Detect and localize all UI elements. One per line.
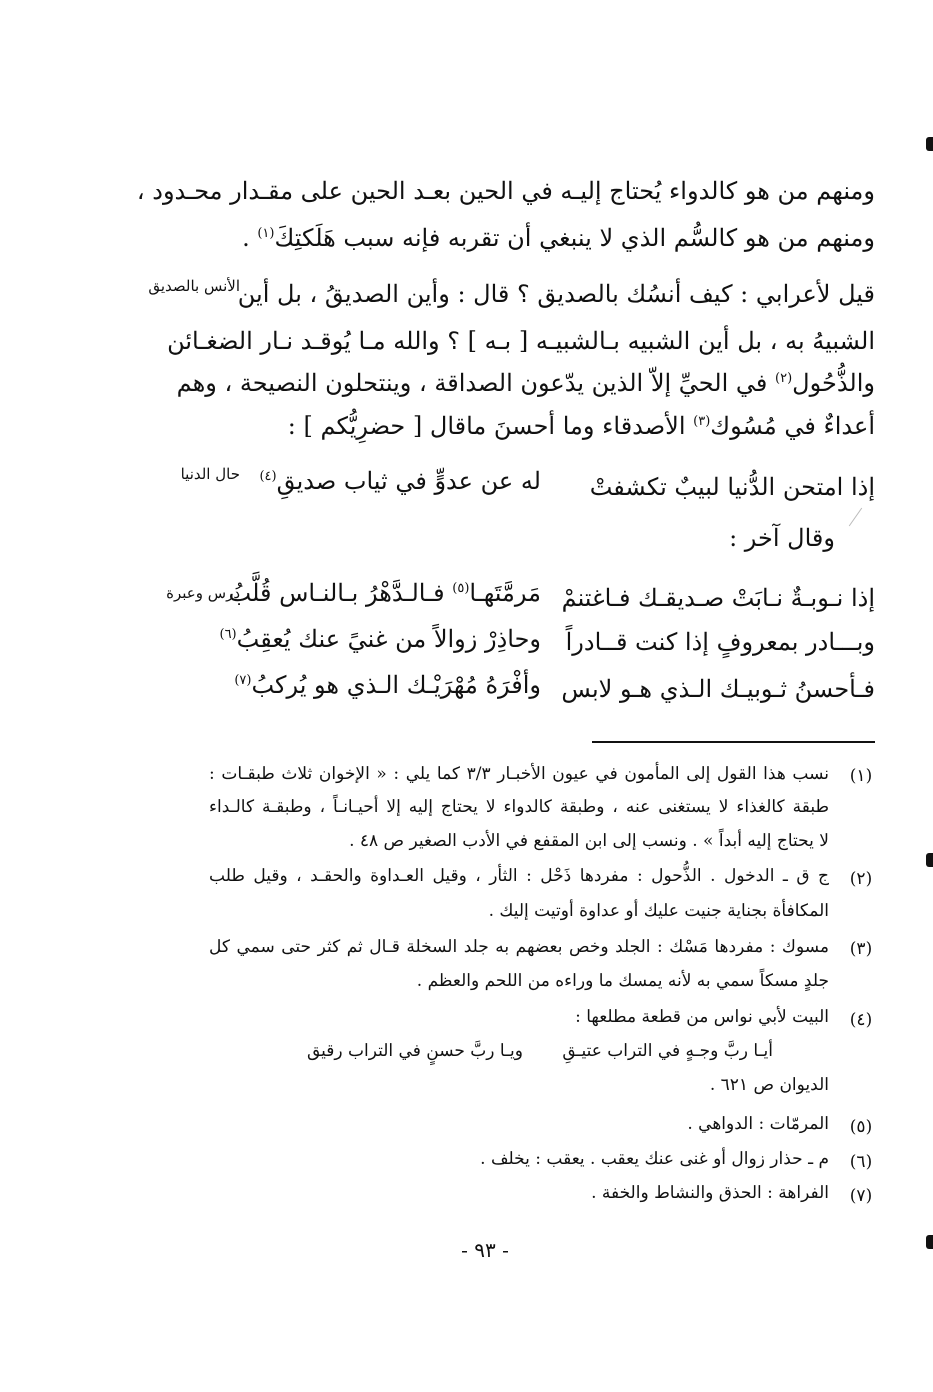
footnote-number: (٣) — [849, 939, 873, 959]
body-text: وأفْرَهُ مُهْرَيْـك الـذي هو يُركبُ — [251, 671, 541, 699]
body-text: والذُّحُول — [792, 369, 875, 397]
body-text: أعداءٌ في مُسُوك — [710, 412, 875, 440]
footnote-line: المكافأة بجناية جنيت عليك أو عداوة أوتيت إليك . — [488, 901, 829, 921]
ink-mark — [849, 508, 862, 527]
footnote-line: ج ق ـ الدخول . الذُّحول : مفردها ذَحْل : الثأر ، وقيل العـداوة والحقـد ، وقيل طلب — [209, 866, 829, 886]
footnote-number: (٦) — [849, 1152, 873, 1172]
footnote-divider — [592, 741, 875, 743]
footnote-line: جلدٍ مسكاً سمي به لأنه يمسك ما وراءه من اللحم والعظم . — [416, 971, 829, 991]
body-text: . — [242, 224, 258, 252]
margin-note: درس وعبرة — [166, 584, 240, 602]
footnote-line: م ـ حذار زوال أو غنى عنك يعقب . يعقب : يخلف . — [480, 1149, 829, 1169]
body-text: في الحيِّ إلاّ الذين يدّعون الصداقة ، وينتحلون النصيحة ، وهم — [176, 369, 776, 397]
verse-hemistich: إذا امتحن الدُّنيا لبيبٌ تكشفتْ — [589, 473, 875, 501]
body-text: وحاذِرْ زوالاً من غنيً عنك يُعقِبُ — [236, 625, 541, 653]
verse-hemistich: وبـــادر بمعروفٍ إذا كنت قــادراً — [565, 628, 875, 656]
verse-hemistich: إذا نـوبـةٌ نـابَتْ صـديقـك فـاغتنمْ — [561, 584, 875, 612]
footnote-ref: (١) — [257, 226, 275, 241]
body-text: له عن عدوٍّ في ثياب صديقِ — [276, 467, 541, 495]
footnote-number: (٤) — [849, 1010, 873, 1030]
verse-hemistich — [228, 578, 541, 608]
body-text: فـالـدَّهْرُ بـالنـاس قُلَّبُ — [228, 579, 453, 607]
body-text: ومنهم من هو كالسُّم الذي لا ينبغي أن تقربه فإنه سبب هَلَكتِكَ — [274, 224, 875, 252]
body-line: الشبيهُ به ، بل أين الشبيه بـالشبيـه [ بـه ] ؟ والله مـا يُوقـد نـار الضغـائن — [167, 327, 875, 355]
body-text: مَرمَّتَهـا — [469, 579, 541, 607]
margin-note: الأنس بالصديق — [148, 277, 240, 295]
footnote-line: نسب هذا القول إلى المأمون في عيون الأخبـار ٣/٣ كما يلي : « الإخوان ثلاث طبقـات : — [209, 764, 829, 784]
footnote-line: الفراهة : الحذق والنشاط والخفة . — [591, 1183, 829, 1203]
edge-mark — [926, 1235, 933, 1249]
body-line — [176, 368, 875, 398]
verse-hemistich — [249, 466, 541, 496]
footnote-ref: (٥) — [452, 581, 470, 596]
body-text: الأصدقاء وما أحسنَ ماقال [ حضرِيُّكم ] : — [287, 412, 694, 440]
footnote-number: (٧) — [849, 1186, 873, 1206]
edge-mark — [926, 137, 933, 151]
body-line: ومنهم من هو كالدواء يُحتاج إليـه في الحين بعـد الحين على مقـدار محـدود ، — [136, 177, 875, 205]
footnote-ref: (٤) — [259, 469, 277, 484]
verse-hemistich: فـأحسنُ ثـوبيـك الـذي هـو لابس — [561, 675, 875, 703]
edge-mark — [926, 853, 933, 867]
verse-hemistich — [234, 670, 541, 700]
footnote-line: البيت لأبي نواس من قطعة مطلعها : — [575, 1007, 829, 1027]
footnote-number: (٢) — [849, 869, 873, 889]
footnote-number: (١) — [849, 766, 873, 786]
footnote-ref: (٦) — [219, 627, 237, 642]
footnote-verse: ويـا ربَّ حسنٍ في التراب رقيق — [306, 1041, 523, 1061]
footnote-line: الديوان ص ٦٢١ . — [709, 1075, 829, 1095]
margin-note: حال الدنيا — [180, 465, 240, 483]
body-line: وقال آخر : — [729, 524, 835, 552]
body-line: قيل لأعرابي : كيف أنسُك بالصديق ؟ قال : وأين الصديقُ ، بل أين — [237, 280, 875, 308]
footnote-number: (٥) — [849, 1117, 873, 1137]
footnote-ref: (٢) — [775, 371, 793, 386]
footnote-ref: (٣) — [693, 414, 711, 429]
footnote-ref: (٧) — [234, 673, 252, 688]
body-line — [288, 411, 875, 441]
footnote-line: مسوك : مفردها مَسْك : الجلد وخص بعضهم به جلد السخلة قـال ثم كثر حتى سمي كل — [209, 937, 829, 957]
body-line — [242, 223, 875, 253]
verse-hemistich — [219, 624, 541, 654]
footnote-line: لا يحتاج إليه أبداً » . ونسب إلى ابن المقفع في الأدب الصغير ص ٤٨ . — [349, 831, 829, 851]
footnote-line: المرمّات : الدواهي . — [687, 1114, 829, 1134]
footnote-verse: أيـا ربَّ وجـهٍ في التراب عتيـقِ — [562, 1041, 773, 1061]
footnote-line: طبقة كالغذاء لا يستغنى عنه ، وطبقة كالدواء لا يحتاج إليه إلا أحيـانـاً ، وطبقـة كالـداء — [209, 797, 829, 817]
page-number: - ٩٣ - — [461, 1238, 509, 1262]
